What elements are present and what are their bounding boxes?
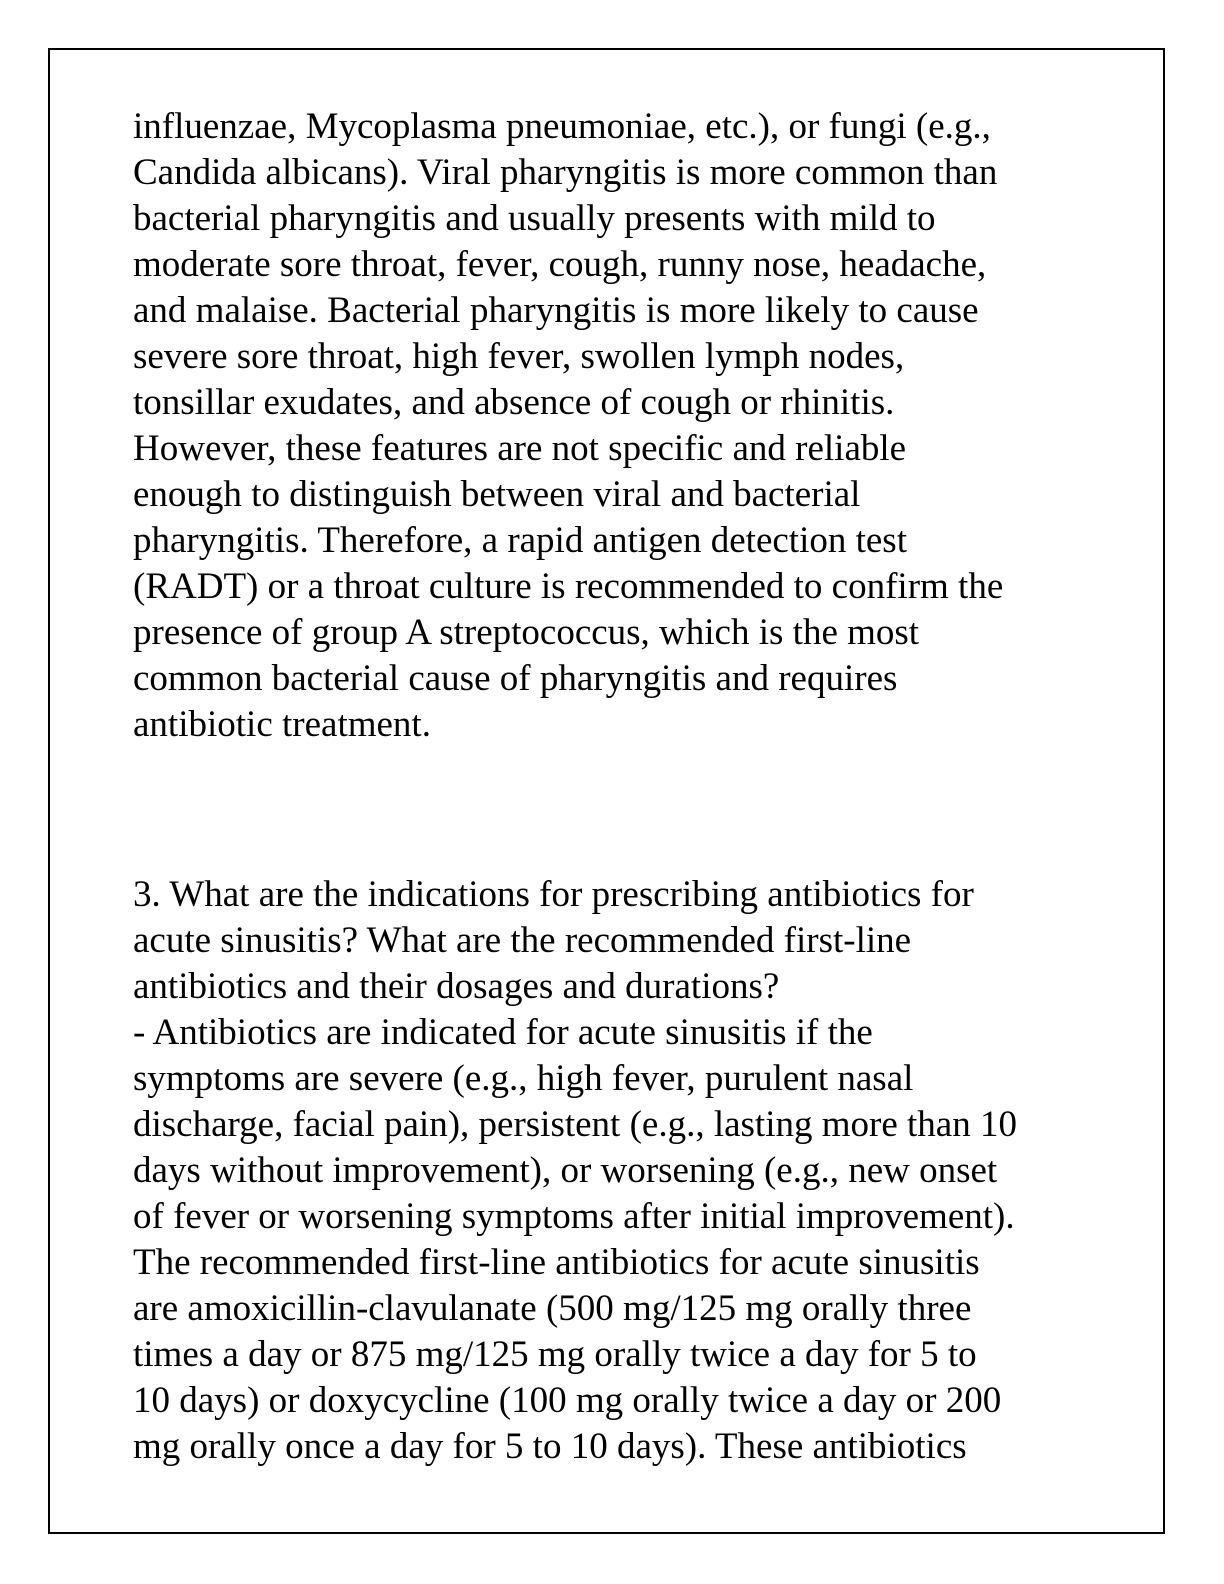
text-line: enough to distinguish between viral and bacterial — [133, 474, 861, 515]
text-line: antibiotic treatment. — [133, 704, 431, 745]
answer-line: times a day or 875 mg/125 mg orally twice a day for 5 to — [133, 1334, 977, 1375]
text-line: moderate sore throat, fever, cough, runny nose, headache, — [133, 244, 987, 285]
answer-line: mg orally once a day for 5 to 10 days). These antibiotics — [133, 1426, 967, 1467]
question-heading-line: antibiotics and their dosages and durations? — [133, 966, 780, 1007]
text-line: and malaise. Bacterial pharyngitis is more likely to cause — [133, 290, 979, 331]
text-line: bacterial pharyngitis and usually presents with mild to — [133, 198, 936, 239]
text-line: tonsillar exudates, and absence of cough or rhinitis. — [133, 382, 895, 423]
answer-line: of fever or worsening symptoms after initial improvement). — [133, 1196, 1015, 1237]
text-line: (RADT) or a throat culture is recommended to confirm the — [133, 566, 1004, 607]
answer-line: - Antibiotics are indicated for acute sinusitis if the — [133, 1012, 873, 1053]
text-line: Candida albicans). Viral pharyngitis is more common than — [133, 152, 998, 193]
answer-line: 10 days) or doxycycline (100 mg orally twice a day or 200 — [133, 1380, 1002, 1421]
question-3-section — [133, 872, 1017, 1470]
paragraph-pharyngitis — [133, 104, 1003, 748]
text-line: However, these features are not specific and reliable — [133, 428, 907, 469]
answer-line: discharge, facial pain), persistent (e.g., lasting more than 10 — [133, 1104, 1017, 1145]
answer-line: are amoxicillin-clavulanate (500 mg/125 mg orally three — [133, 1288, 972, 1329]
answer-line: symptoms are severe (e.g., high fever, purulent nasal — [133, 1058, 914, 1099]
answer-line: days without improvement), or worsening (e.g., new onset — [133, 1150, 998, 1191]
text-line: pharyngitis. Therefore, a rapid antigen detection test — [133, 520, 907, 561]
question-heading-line: 3. What are the indications for prescribing antibiotics for — [133, 874, 974, 915]
text-line: influenzae, Mycoplasma pneumoniae, etc.), or fungi (e.g., — [133, 106, 991, 147]
text-line: presence of group A streptococcus, which is the most — [133, 612, 920, 653]
text-line: common bacterial cause of pharyngitis and requires — [133, 658, 898, 699]
question-heading-line: acute sinusitis? What are the recommended first-line — [133, 920, 912, 961]
text-line: severe sore throat, high fever, swollen lymph nodes, — [133, 336, 905, 377]
answer-line: The recommended first-line antibiotics for acute sinusitis — [133, 1242, 980, 1283]
